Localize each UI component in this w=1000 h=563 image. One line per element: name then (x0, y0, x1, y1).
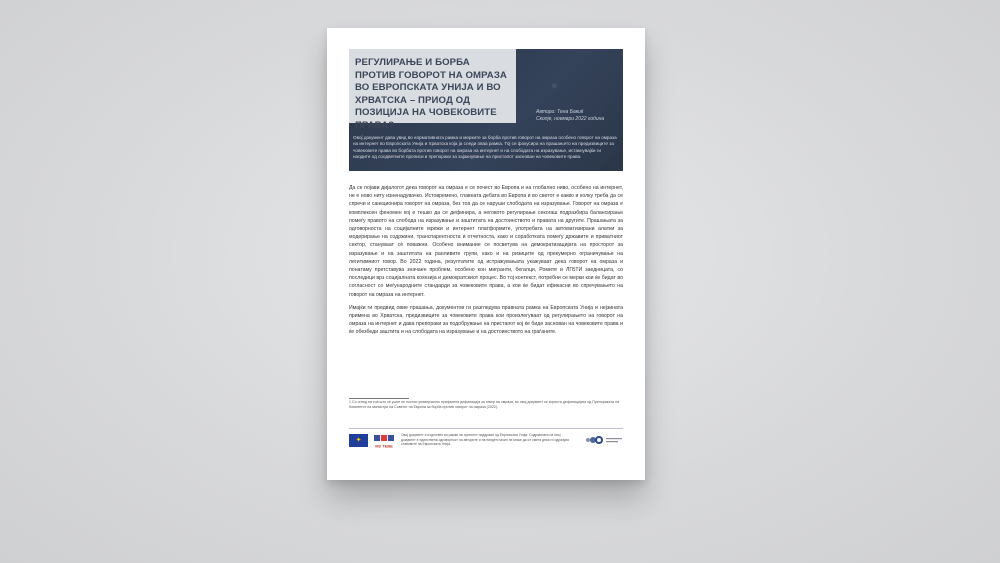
footnote: 1 Со оглед на тоа што сè уште не постои универзално прифатена дефиниција за говор на омраза, во овој документ се користи дефиницијата од Препораката на Комитетот на министри на Советот на Европа за борба против говорот на омраза (2022). (349, 400, 619, 409)
paragraph: Имајќи ги предвид овие прашања, документов ги разгледува правната рамка на Европската Унија и нејзината примена во Хрватска, предизвиците за човековите права кои произлегуваат од регулирањето на говорот на омраза на интернет и дава препораки за подобрување на пристапот кој ќе биде заснован на човековите права и ќе обезбеди заштита и на слободата на изразување и на достоинството на граѓаните. (349, 304, 623, 336)
partner-logo (373, 433, 395, 449)
publication-date: Скопје, ноември 2022 година (536, 115, 605, 122)
document-title: РЕГУЛИРАЊЕ И БОРБА ПРОТИВ ГОВОРОТ НА ОМРАЗА ВО ЕВРОПСКАТА УНИЈА И ВО ХРВАТСКА – ПРИОД ОД ПОЗИЦИЈА НА ЧОВЕКОВИТЕ ПРАВА? (355, 57, 507, 131)
title-panel (349, 49, 516, 131)
partner-logo-text: МЗ ТЕВЕ (375, 443, 393, 449)
abstract-text: Овој документ дава увид во нормативната рамка и мерките за борба против говорот на омраза особено говорот на омраза на интернет во Европската Унија и Хрватска која ја следи оваа рамка. Тој се фокусира на прашањето на предизвиците за човековите права во борбата против говорот на омраза на интернет и на слободата на изразување, истакнувајќи ги наодите од соодветните прописи и препораки за зајакнување на пристапот заснован на човековите права. (353, 135, 617, 160)
author-name: Автори: Тена Бакиќ (536, 109, 584, 115)
footer-disclaimer: Овој документ е подготвен во рамки на проектот поддржан од Европската Унија. Содржината на овој документ е единствена одговорност на авторите и на ниеден начин не може да се смета дека ги одразува ставовите на Европската Унија. (401, 433, 569, 447)
footnote-divider (349, 398, 409, 399)
header-banner (349, 49, 623, 171)
document-page (327, 28, 645, 480)
footer-divider (349, 428, 623, 429)
eu-flag-logo: ✦ (349, 434, 368, 447)
author-info (536, 109, 621, 122)
paragraph: Да се појави дијалогот дека говорот на омраза е се почест во Европа и на глобално ниво, особено на интернет, не е ново ниту изненадувачко. Истовремено, главната дебата во Европа и во светот е какво и колку треба да се спречи и санкционира говорот на омраза, без тоа да се наруши слободата на изразување. Говорот на омраза е комплексен феномен кој е тешко да се дефинира, а неговото регулирање секогаш подразбира балансирање помеѓу правото на слобода на изразување и заштитата на достоинството и правата на другите. Прашањата за одговорноста на социјалните мрежи и интернет платформите, употребата на автоматизирани алатки за модерирање на содржини, транспарентноста и отчетноста, како и соработката помеѓу државите и приватниот сектор, стануваат сè поважни. Особено внимание се посветува на демократизацијата на просторот за изразување и на заштитата на ранливите групи, како и на ризиците од прекумерно ограничување на легитимниот говор. Во 2022 година, резултатите од истражувањата укажуваат дека говорот на омраза и понатаму претставува значаен проблем, особено кон мигранти, бегалци, Ромите и ЛГБТИ заедницата, со последици врз социјалната кохезија и демократскиот процес. Во тој контекст, потребни се мерки кои ќе бидат во согласност со меѓународните стандарди за човековите права, а кои ќе бидат ефикасни во спречувањето на говорот на омраза на интернет. (349, 185, 623, 298)
organization-logo (582, 431, 624, 449)
body-text (349, 184, 623, 342)
